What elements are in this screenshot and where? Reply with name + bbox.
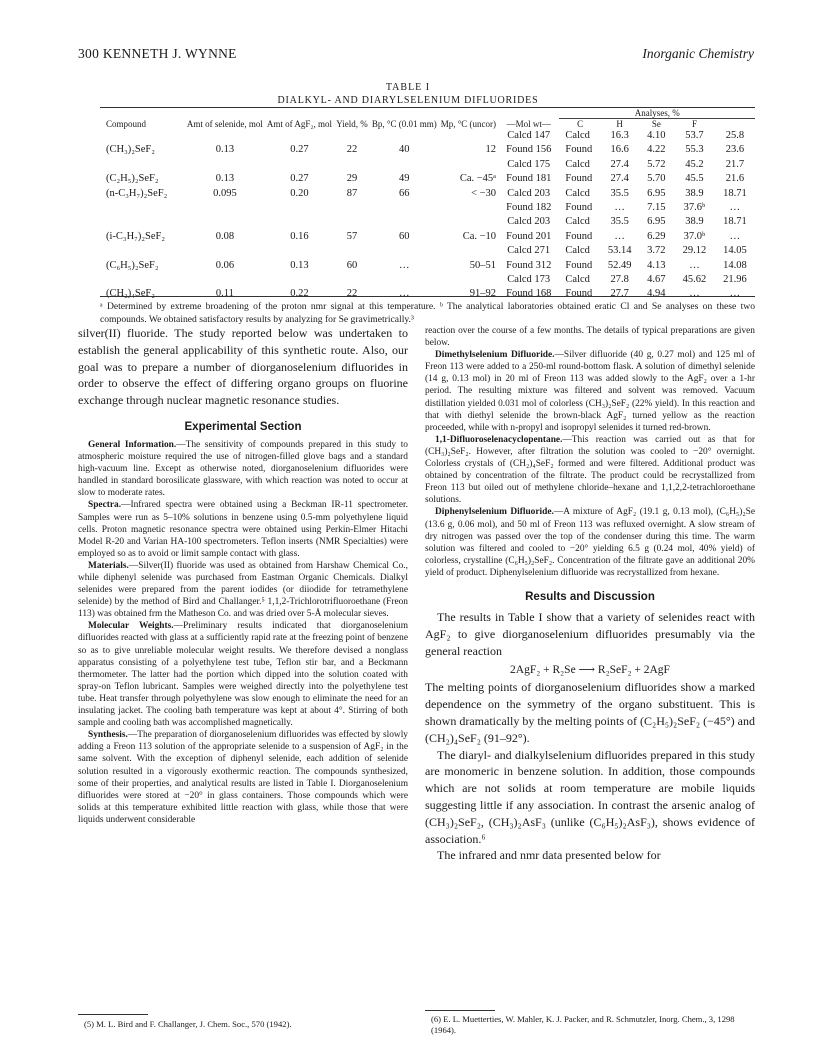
cell-se: 45.5 xyxy=(685,173,704,185)
para-text: —Silver difluoride (40 g, 0.27 mol) and 125 ml of Freon 113 were added to a 250-ml round-bottom flask. A solution of dimethyl selenide (14 g, 0.13 mol) in 20 ml of Freon 113 was added slowly to the AgF₂ over a 1-hr period. The resulting mixture was filtered and solvent was removed. Vacuum distillation yielded 0.031 mol of colorless (CH₃)₂SeF₂ (22% yield). In this reaction and that with diethyl selenide the brown-black AgF₂ turned yellow as the reaction proceeded, while with n-propyl and isopropyl selenides it turned red-brown. xyxy=(425,350,755,433)
cell-amt-selenide: 0.13 xyxy=(215,144,235,156)
col-header-c: C xyxy=(577,119,584,129)
col-header-amt-agf2: Amt of AgF₂, mol xyxy=(266,119,333,129)
cell-h: 6.95 xyxy=(647,216,666,228)
col-header-mp: Mp, °C (uncor) xyxy=(440,119,497,129)
footnote-rule-right xyxy=(425,1010,495,1011)
cell-h: 4.94 xyxy=(647,288,666,300)
cell-bp: 66 xyxy=(399,187,410,199)
cell-se: 45.2 xyxy=(685,158,704,170)
cell-mp xyxy=(439,201,498,215)
cell-h: 3.72 xyxy=(647,245,666,257)
para-head: General Information. xyxy=(88,439,177,450)
cell-f: 18.71 xyxy=(723,216,747,228)
cell-label: Found xyxy=(565,144,593,156)
para-text: —Infrared spectra were obtained using a Beckman IR-11 spectrometer. Samples were run as 5–10% solutions in benzene using 0.5-mm polyethylene liquid cells. Proton magnetic resonance spectra were obtained using Perkin-Elmer Hitachi Model R-20 and Varian HA-100 spectrometers. Teflon inserts (NMR Specialties) were employed so as to avoid or limit sample contact with glass. xyxy=(78,500,408,559)
cell-h: 4.13 xyxy=(647,259,666,271)
cell-label: Calcd xyxy=(565,274,590,286)
cell-f: … xyxy=(729,230,741,242)
cell-yield: 87 xyxy=(346,187,358,199)
para-head: Materials. xyxy=(88,560,129,571)
cell-compound: (C₂H₅)₂SeF₂ xyxy=(106,173,159,185)
cell-yield: 29 xyxy=(346,173,358,185)
intro-paragraph: silver(II) fluoride. The study reported below was undertaken to establish the general applicability of this synthetic route. Also, our goal was to prepare a number of diorganoselenium difluorides in order to observe the effect of differing organo groups on fluorine exchange through nuclear magnetic resonance studies. xyxy=(78,326,408,408)
cell-se: 55.3 xyxy=(685,144,704,156)
cell-molwt: Found 181 xyxy=(506,173,552,185)
cell-amt-selenide xyxy=(185,129,265,143)
cell-h: 4.10 xyxy=(647,130,666,141)
cell-amt-selenide xyxy=(185,215,265,229)
cell-mp: Ca. −45ᵃ xyxy=(459,173,497,185)
cell-c: 27.8 xyxy=(610,274,629,286)
cell-bp xyxy=(370,273,439,287)
reaction-equation: 2AgF₂ + R₂Se ⟶ R₂SeF₂ + 2AgF xyxy=(510,664,670,677)
col-header-h: H xyxy=(616,119,623,129)
cell-f: … xyxy=(729,202,741,214)
cell-amt-agf2: 0.20 xyxy=(290,187,309,199)
col-header-se: Se xyxy=(651,119,661,129)
para-spectra xyxy=(78,499,408,559)
cell-yield: 57 xyxy=(346,230,358,242)
cell-h: 4.67 xyxy=(647,274,666,286)
cell-molwt: Calcd 175 xyxy=(507,158,551,170)
cell-c: 53.14 xyxy=(607,245,632,257)
table-header-row xyxy=(100,108,755,119)
cell-mp: Ca. −10 xyxy=(462,230,497,242)
cell-se: 37.6ᵇ xyxy=(683,202,706,214)
cell-mp xyxy=(439,215,498,229)
data-table xyxy=(100,108,755,302)
cell-se: 45.62 xyxy=(682,274,707,286)
cell-mp: 50–51 xyxy=(469,259,497,271)
cell-bp: … xyxy=(399,259,410,271)
cell-bp: 60 xyxy=(399,230,410,242)
cell-bp xyxy=(370,158,439,172)
cell-compound: (CH₃)₂SeF₂ xyxy=(106,144,155,156)
cell-f: 18.71 xyxy=(723,187,747,199)
table-title: DIALKYL- AND DIARYLSELENIUM DIFLUORIDES xyxy=(277,95,539,106)
cell-h: 7.15 xyxy=(647,202,666,214)
cell-amt-selenide: 0.08 xyxy=(215,230,235,242)
cell-f: 25.8 xyxy=(725,130,745,141)
section-heading-results: Results and Discussion xyxy=(525,590,655,603)
footnote-right: (6) E. L. Muetterties, W. Mahler, K. J. Packer, and R. Schmutzler, Inorg. Chem., 3, 1298 (1964). xyxy=(431,1014,735,1035)
cell-molwt: Calcd 203 xyxy=(507,216,551,228)
cell-molwt: Found 168 xyxy=(506,288,552,300)
col-header-yield: Yield, % xyxy=(336,119,368,129)
cell-amt-agf2 xyxy=(265,273,334,287)
para-text: —This reaction was carried out as that for (CH₃)₂SeF₂. However, after filtration the solution was cooled to −20° overnight. Colorless crystals of (CH₂)₄SeF₂ formed and were filtered. Additional product was obtained by concentration of the filtrate. The product could be recrystallized from Freon 113 but oiled out of methylene chloride–hexane and 1,1,2,2-tetrachloroethane solutions. xyxy=(425,434,755,506)
table-row xyxy=(100,143,755,157)
page-header xyxy=(78,46,754,66)
col-header-amt-selenide: Amt of selenide, mol xyxy=(186,119,263,129)
cell-amt-agf2: 0.22 xyxy=(290,288,309,300)
cell-h: 6.95 xyxy=(647,187,666,199)
table-row xyxy=(100,172,755,186)
cell-c: 27.7 xyxy=(610,288,629,300)
cell-molwt: Calcd 271 xyxy=(507,245,551,257)
cell-amt-agf2 xyxy=(265,129,334,143)
cell-amt-agf2 xyxy=(265,244,334,258)
results-paragraph-3: The diaryl- and dialkylselenium difluorides prepared in this study are monomeric in benzene solution. In addition, those compounds which are not solids at room temperature are mobile liquids suggesting little if any association. In contrast the arsenic analog of (CH₃)₂SeF₂, (CH₃)₂AsF₃ (unlike (C₆H₅)₂AsF₃), shows evidence of association.⁶ xyxy=(425,747,755,846)
cell-f: … xyxy=(729,288,741,300)
cell-mp: < −30 xyxy=(471,187,497,199)
cell-se: … xyxy=(689,259,700,271)
cell-amt-selenide xyxy=(185,273,265,287)
footnote-left: (5) M. L. Bird and F. Challanger, J. Chem. Soc., 570 (1942). xyxy=(84,1019,292,1029)
cell-bp xyxy=(370,129,439,143)
cell-f: 14.08 xyxy=(723,259,747,271)
para-molecular-weights xyxy=(78,620,408,729)
cell-amt-selenide: 0.11 xyxy=(215,288,234,300)
table-row xyxy=(100,230,755,244)
cell-mp xyxy=(439,129,498,143)
col-header-compound: Compound xyxy=(106,119,147,129)
cell-se: 29.12 xyxy=(682,245,707,257)
cell-compound xyxy=(100,244,185,258)
cell-molwt: Calcd 173 xyxy=(507,274,551,286)
cell-amt-agf2: 0.27 xyxy=(290,144,309,156)
cell-bp xyxy=(370,201,439,215)
cell-label: Found xyxy=(565,288,593,300)
cell-molwt: Calcd 203 xyxy=(507,187,551,199)
para-text: —Silver(II) fluoride was used as obtained from Harshaw Chemical Co., while diphenyl selenide was purchased from Eastman Organic Chemicals. Dialkyl selenides were prepared from the parent iodides (or diiodide for tetramethylene selenide) by the method of Bird and Challanger.⁵ 1,1,2-Trichlorotrifluoroethane (Freon 113) was obtained frm the Matheson Co. and was dried over 5-Å molecular sieves. xyxy=(78,560,408,620)
table-row xyxy=(100,244,755,258)
cell-se: 38.9 xyxy=(685,187,704,199)
cell-c: 35.5 xyxy=(610,216,629,228)
cell-f: 21.6 xyxy=(725,173,745,185)
cell-c: … xyxy=(614,230,625,242)
para-difluoroselenacyclopentane xyxy=(425,434,755,507)
cell-compound: (C₆H₅)₂SeF₂ xyxy=(106,259,159,271)
results-paragraph-2: The melting points of diorganoselenium difluorides show a marked dependence on the symmetry of the organo substituent. This is shown dramatically by the melting points of (C₂H₅)₂SeF₂ (−45°) and (CH₂)₄SeF₂ (91–92°). xyxy=(425,680,755,745)
cell-label: Calcd xyxy=(565,216,590,228)
para-materials xyxy=(78,560,408,620)
cell-amt-agf2 xyxy=(265,201,334,215)
cell-bp xyxy=(370,215,439,229)
cell-bp: … xyxy=(399,288,410,300)
cell-yield: 22 xyxy=(346,288,358,300)
cell-amt-selenide xyxy=(185,244,265,258)
cell-se: 37.0ᵇ xyxy=(683,230,706,242)
para-head: Diphenylselenium Difluoride. xyxy=(435,507,554,518)
cell-compound: (n-C₃H₇)₂SeF₂ xyxy=(106,187,168,199)
para-head: Dimethylselenium Difluoride. xyxy=(435,350,555,361)
cell-se: … xyxy=(689,288,700,300)
table-row xyxy=(100,201,755,215)
cell-mp xyxy=(439,244,498,258)
cell-yield: 60 xyxy=(346,259,358,271)
results-paragraph-4: The infrared and nmr data presented below for xyxy=(437,848,661,863)
cell-molwt: Found 156 xyxy=(506,144,552,156)
footnote-rule-left xyxy=(78,1014,148,1015)
cell-amt-selenide: 0.13 xyxy=(215,173,235,185)
para-text: —The preparation of diorganoselenium difluorides was effected by slowly adding a Freon 113 solution of the appropriate selenide to a suspension of AgF₂ in the same solvent. With the exception of diphenyl selenide, each addition of selenide solution resulted in a vigorously exothermic reaction. The compounds synthesized, some of their properties, and analytical results are listed in Table I. Diorganoselenium difluorides were stored at −20° in glass containers. Those compounds which were solids at this temperature exhibited little reaction with glass, while those that were liquids underwent considerable xyxy=(78,730,408,825)
cell-mp xyxy=(439,273,498,287)
cell-amt-selenide: 0.06 xyxy=(215,259,235,271)
cell-c: 52.49 xyxy=(607,259,632,271)
cell-compound xyxy=(100,129,185,143)
cell-c: 16.3 xyxy=(610,130,629,141)
cell-compound xyxy=(100,273,185,287)
cell-amt-agf2: 0.16 xyxy=(290,230,309,242)
page-number-author: 300 KENNETH J. WYNNE xyxy=(78,46,237,61)
cell-compound: (i-C₃H₇)₂SeF₂ xyxy=(106,230,165,242)
cell-label: Calcd xyxy=(565,245,590,257)
cell-amt-selenide xyxy=(185,201,265,215)
cell-bp: 40 xyxy=(399,144,410,156)
table-row xyxy=(100,215,755,229)
table-row xyxy=(100,187,755,201)
cell-compound: (CH₂)₄SeF₂ xyxy=(106,288,155,300)
cell-yield xyxy=(334,273,370,287)
cell-f: 14.05 xyxy=(723,245,747,257)
results-paragraph-1: The results in Table I show that a variety of selenides react with AgF₂ to give diorganoselenium difluorides presumably via the general reaction xyxy=(425,609,755,658)
cell-amt-agf2 xyxy=(265,215,334,229)
para-head: 1,1-Difluoroselenacyclopentane. xyxy=(435,434,563,445)
journal-name: Inorganic Chemistry xyxy=(642,46,754,61)
cell-molwt: Calcd 147 xyxy=(507,130,551,141)
cell-label: Calcd xyxy=(565,130,590,141)
para-text: —The sensitivity of compounds prepared in this study to atmospheric moisture required the use of nitrogen-filled glove bags and a standard high-vacuum line. Except as otherwise noted, diorganoselenium difluorides were handled in standard borosilicate glassware, with which reaction was noted to occur at slow to moderate rates. xyxy=(78,439,408,499)
cell-h: 5.70 xyxy=(647,173,666,185)
cell-label: Calcd xyxy=(565,187,590,199)
cell-c: … xyxy=(614,202,625,214)
col-header-analyses: Analyses, % xyxy=(559,108,755,119)
table-row xyxy=(100,129,755,143)
cell-mp: 91–92 xyxy=(469,288,497,300)
cell-molwt: Found 312 xyxy=(506,259,552,271)
cell-f: 21.7 xyxy=(725,158,745,170)
cell-yield: 22 xyxy=(346,144,358,156)
cell-yield xyxy=(334,201,370,215)
table-body xyxy=(100,129,755,302)
para-synthesis xyxy=(78,729,408,826)
cell-bp xyxy=(370,244,439,258)
cell-label: Found xyxy=(565,202,593,214)
cell-amt-selenide xyxy=(185,158,265,172)
table-row xyxy=(100,259,755,273)
cell-label: Found xyxy=(565,230,593,242)
cell-label: Found xyxy=(565,173,593,185)
cell-amt-agf2: 0.13 xyxy=(290,259,309,271)
cell-yield xyxy=(334,244,370,258)
cell-c: 27.4 xyxy=(610,173,629,185)
cell-compound xyxy=(100,201,185,215)
col-header-f: F xyxy=(691,119,697,129)
para-head: Spectra. xyxy=(88,500,122,511)
cell-amt-agf2 xyxy=(265,158,334,172)
cell-molwt: Found 182 xyxy=(506,202,552,214)
cell-h: 5.72 xyxy=(647,158,666,170)
cell-bp: 49 xyxy=(399,173,410,185)
table-row xyxy=(100,273,755,287)
cell-yield xyxy=(334,158,370,172)
table-row xyxy=(100,158,755,172)
para-general-information xyxy=(78,439,408,499)
cell-c: 35.5 xyxy=(610,187,629,199)
para-dimethylselenium xyxy=(425,349,755,434)
cell-f: 21.96 xyxy=(723,274,747,286)
para-head: Molecular Weights. xyxy=(88,621,174,632)
table-footnote: ᵃ Determined by extreme broadening of the proton nmr signal at this temperature. ᵇ The analytical laboratories obtained eratic Cl and Se analyses on these two compounds. We obtained satisfactory results by analyzing for Se gravimetrically.³ xyxy=(100,301,755,325)
para-diphenylselenium xyxy=(425,506,755,579)
table-caption: TABLE I xyxy=(385,82,431,93)
cell-h: 4.22 xyxy=(647,144,666,156)
para-head: Synthesis. xyxy=(88,730,128,741)
para-text: —A mixture of AgF₂ (19.1 g, 0.13 mol), (C₆H₅)₂Se (13.6 g, 0.06 mol), and 50 ml of Freon 113 was refluxed overnight. A slow stream of dry nitrogen was passed over the top of the condenser during this time. The warm solution was filtered and cooled to −20° yielding 6.5 g (0.24 mol, 40% yield) of colorless, crystalline (C₆H₅)₂SeF₂. Concentration of the filtrate gave an additional 20% yield of product. Diphenylselenium difluoride was recrystallized from hexane. xyxy=(425,507,756,578)
cell-amt-selenide: 0.095 xyxy=(213,187,237,199)
cell-f: 23.6 xyxy=(725,144,745,156)
cell-compound xyxy=(100,215,185,229)
cell-se: 53.7 xyxy=(685,130,704,141)
left-column xyxy=(78,325,408,826)
para-text: —Preliminary results indicated that diorganoselenium difluorides reacted with glass at a sufficiently rapid rate at the freezing point of benzene so as to give unreliable molecular weight results. We therefore devised a nonglass apparatus consisting of a polyethylene test tube, Teflon stir bar, and a Beckmann thermometer. The latter had the portion which dipped into the solution coated with spray-on Teflon lubricant. Samples were weighed directly into the polyethylene test tube. Heat transfer through polyethylene was slow enough to eliminate the need for an insulating jacket. The cooling bath temperature was kept at about 4°. Stirring of both sample and cooling bath was accomplished magnetically. xyxy=(78,621,408,729)
section-heading-experimental: Experimental Section xyxy=(184,420,302,433)
cell-label: Calcd xyxy=(565,158,590,170)
col-header-molwt: —Mol wt— xyxy=(506,119,551,129)
cell-mp: 12 xyxy=(485,144,497,156)
cell-c: 27.4 xyxy=(610,158,629,170)
right-column xyxy=(425,325,755,864)
cell-mp xyxy=(439,158,498,172)
cell-se: 38.9 xyxy=(685,216,704,228)
cell-amt-agf2: 0.27 xyxy=(290,173,309,185)
cell-c: 16.6 xyxy=(610,144,629,156)
cell-label: Found xyxy=(565,259,593,271)
col-header-bp: Bp, °C (0.01 mm) xyxy=(371,119,437,129)
cell-yield xyxy=(334,129,370,143)
continued-paragraph: reaction over the course of a few months. The details of typical preparations are given below. xyxy=(425,326,755,349)
cell-yield xyxy=(334,215,370,229)
cell-compound xyxy=(100,158,185,172)
table-bottom-rule xyxy=(100,296,755,297)
cell-molwt: Found 201 xyxy=(506,230,552,242)
cell-h: 6.29 xyxy=(647,230,666,242)
